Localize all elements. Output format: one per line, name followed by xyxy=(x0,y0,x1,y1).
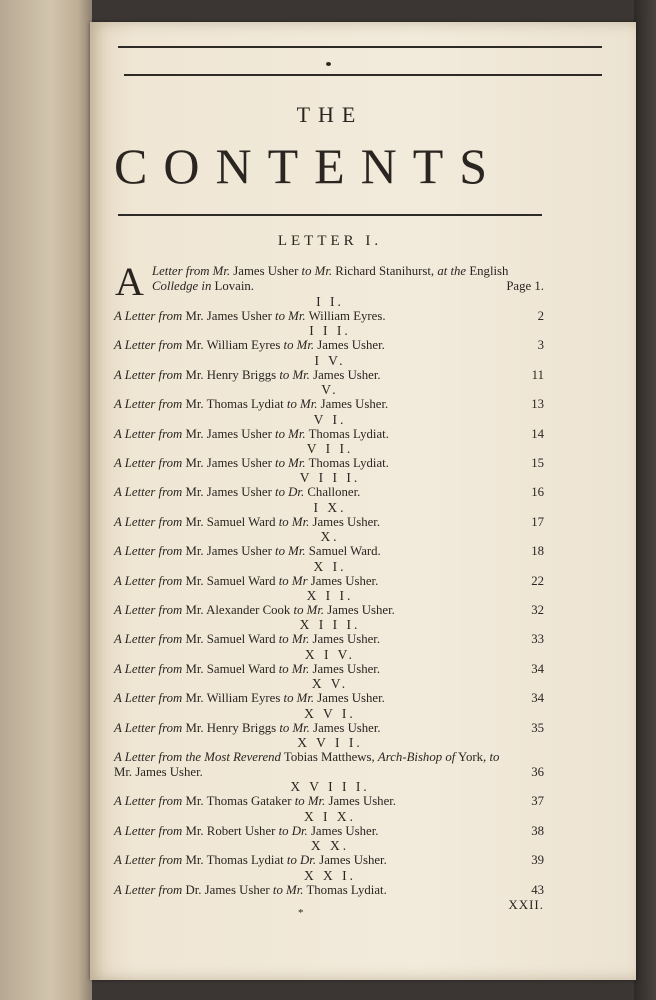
page-number: 15 xyxy=(531,456,544,470)
heading-the: THE xyxy=(296,102,364,127)
letter-numeral: X V I. xyxy=(304,705,356,721)
contents-entry: A Letter from Mr. Samuel Ward to Mr. James Usher. xyxy=(114,632,381,647)
contents-entry: A Letter from Mr. Samuel Ward to Mr. James Usher. xyxy=(114,661,381,676)
letter-numeral: V I. xyxy=(313,411,347,427)
page-number: 36 xyxy=(531,765,544,779)
page-number: 14 xyxy=(531,426,544,441)
drop-cap: A xyxy=(115,259,144,304)
contents-entry: A Letter from Mr. James Usher to Dr. Challoner. xyxy=(114,485,361,500)
contents-entry: A Letter from Mr. James Usher to Mr. Samuel Ward. xyxy=(114,544,381,559)
page-number: 16 xyxy=(531,485,544,500)
contents-entry: A Letter from Mr. Thomas Gataker to Mr. James Usher. xyxy=(114,794,397,809)
page-number: 13 xyxy=(531,397,544,412)
letter-numeral: X I V. xyxy=(304,646,356,662)
contents-entry: A Letter from Mr. William Eyres to Mr. James Usher. xyxy=(114,338,385,353)
letter-numeral: X V. xyxy=(311,676,349,692)
letter-numeral: X X I. xyxy=(303,867,357,883)
page-number: 22 xyxy=(531,573,544,588)
heading-contents: CONTENTS xyxy=(114,138,504,194)
facing-page-edge xyxy=(0,0,92,1000)
letter-i-title: LETTER I. xyxy=(277,233,383,249)
contents-entry: A Letter from Mr. Robert Usher to Dr. James Usher. xyxy=(114,823,379,838)
letter-numeral: X X. xyxy=(310,838,350,854)
contents-entry: A Letter from Mr. James Usher to Mr. Thomas Lydiat. xyxy=(114,426,389,441)
contents-entry: A Letter from Dr. James Usher to Mr. Thomas Lydiat. xyxy=(114,882,387,897)
page-number: 17 xyxy=(531,514,544,529)
letter-numeral: X V I I. xyxy=(297,735,363,750)
letter-numeral: X I I. xyxy=(306,588,354,603)
letter-numeral: V I I I. xyxy=(299,470,361,486)
letter-numeral: I I I. xyxy=(309,323,351,339)
contents-entry-continued: Mr. James Usher. xyxy=(114,765,203,779)
signature-mark: * xyxy=(298,907,304,919)
book-cover-edge xyxy=(634,0,656,1000)
page-number: 11 xyxy=(531,367,544,382)
contents-list xyxy=(90,22,636,980)
book-page xyxy=(90,22,636,980)
letter-numeral: X I X. xyxy=(303,808,357,824)
page-number: 37 xyxy=(531,794,544,809)
page-number: 34 xyxy=(531,661,544,676)
contents-entry: A Letter from Mr. Samuel Ward to Mr James Usher. xyxy=(114,573,379,588)
contents-entry: A Letter from the Most Reverend Tobias Matthews, Arch-Bishop of York, to xyxy=(114,750,500,764)
letter-numeral: V I I. xyxy=(306,441,354,456)
catchword: XXII. xyxy=(508,897,544,912)
letter-numeral: X. xyxy=(320,529,340,545)
contents-entry: A Letter from Mr. Henry Briggs to Mr. James Usher. xyxy=(114,367,381,382)
page-number: 18 xyxy=(531,544,544,559)
contents-entry: A Letter from Mr. Henry Briggs to Mr. James Usher. xyxy=(114,720,381,735)
letter-numeral: V. xyxy=(321,382,339,398)
entry-1-page: Page 1. xyxy=(506,279,544,293)
page-number: 43 xyxy=(531,882,544,897)
page-number: 35 xyxy=(531,720,544,735)
page-number: 3 xyxy=(537,338,544,353)
page-number: 32 xyxy=(531,603,544,617)
page-number: 38 xyxy=(531,823,544,838)
contents-entry: A Letter from Mr. Samuel Ward to Mr. James Usher. xyxy=(114,514,381,529)
page-number: 2 xyxy=(537,309,544,323)
page-number: 33 xyxy=(531,632,544,647)
letter-numeral: X I. xyxy=(313,558,347,574)
contents-entry: A Letter from Mr. Alexander Cook to Mr. James Usher. xyxy=(114,603,395,617)
letter-numeral: I I. xyxy=(316,294,344,309)
letter-numeral: I V. xyxy=(314,352,346,368)
letter-numeral: X I I I. xyxy=(299,617,361,633)
contents-entry: A Letter from Mr. Thomas Lydiat to Mr. James Usher. xyxy=(114,397,389,412)
page-number: 34 xyxy=(531,691,544,706)
letter-numeral: X V I I I. xyxy=(290,779,370,795)
contents-entry: A Letter from Mr. James Usher to Mr. William Eyres. xyxy=(114,309,386,323)
letter-numeral: I X. xyxy=(313,499,347,515)
entry-1-line-1: Letter from Mr. James Usher to Mr. Richard Stanihurst, at the English xyxy=(152,264,509,278)
contents-entry: A Letter from Mr. William Eyres to Mr. James Usher. xyxy=(114,691,385,706)
entry-1-line-2: Colledge in Lovain. xyxy=(152,279,255,293)
contents-entry: A Letter from Mr. Thomas Lydiat to Dr. James Usher. xyxy=(114,853,387,868)
contents-entry: A Letter from Mr. James Usher to Mr. Thomas Lydiat. xyxy=(114,456,389,470)
page-number: 39 xyxy=(531,853,544,868)
